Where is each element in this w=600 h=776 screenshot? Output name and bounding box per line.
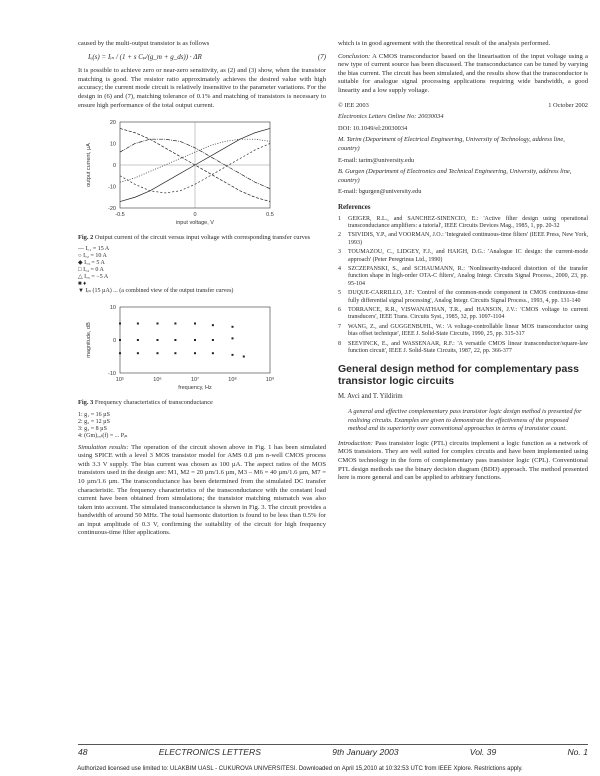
caption-text: Output current of the circuit versus input voltage with corresponding transfer curves	[94, 233, 311, 241]
intro-text: caused by the multi-output transistor is as follows	[78, 40, 210, 47]
received-date: 1 October 2002	[548, 101, 588, 109]
equation-body: Iₒ(s) = Iᵢₙ / (1 + s Cₚ/(g_m + g_ds)) · ΔR	[88, 52, 202, 61]
data-point-A	[194, 323, 196, 325]
x-tick-label: 10⁸	[228, 377, 237, 384]
ref-number: 7	[338, 323, 341, 330]
frequency-chart	[78, 301, 326, 393]
left-column	[78, 40, 326, 542]
ref-number: 4	[338, 265, 341, 272]
y-tick-label: 10	[109, 141, 116, 148]
license-notice: Authorized licensed use limited to: ULAKBIM UASL - CUKUROVA UNIVERSITESI. Downloaded on April 15,2010 at 10:32:53 UTC from IEEE Xplore. Restrictions apply.	[77, 766, 523, 772]
author-affiliation-2: B. Gurgen (Department of Electronics and Technical Engineering, University, address line, country)	[338, 168, 572, 184]
section-lead: Introduction:	[338, 439, 373, 447]
data-point-C	[119, 353, 121, 355]
data-point-C	[174, 353, 176, 355]
author-email-1: E-mail: tarim@university.edu	[338, 156, 415, 164]
legend-line: ■ ♦	[78, 281, 87, 288]
x-axis-label: input voltage, V	[176, 220, 214, 227]
figure-3	[78, 301, 326, 397]
section-lead: Simulation results:	[78, 443, 129, 451]
footer-issue: No. 1	[567, 747, 588, 757]
data-point-C	[232, 354, 234, 356]
y-tick-label: -20	[108, 206, 116, 213]
reference-item	[338, 307, 588, 322]
x-tick-label: 10⁷	[190, 377, 200, 384]
data-point-A	[212, 324, 214, 326]
ref-number: 8	[338, 340, 341, 347]
legend-line: — Iₒ₁ = 15 A	[78, 246, 110, 253]
y-axis-label: magnitude, dB	[86, 322, 92, 359]
legend-line: ○ Iₒ₂ = 10 A	[78, 253, 107, 260]
ref-text: TORRANCE, R.R., VISWANATHAN, T.R., and HANSON, J.V.: 'CMOS voltage to current transducers', IEEE Trans. Circuits Syst., 1985, 32, pp. 1097-1104	[348, 306, 588, 321]
ref-text: SZCZEPANSKI, S., and SCHAUMANN, R.: 'Nonlinearity-induced distortion of the transfer function shape in high-order OTA-C filters', Analog Integr. Circuits Signal Process., 2000, 23, pp. 95-104	[348, 265, 588, 287]
introduction-paragraph	[338, 440, 588, 483]
data-point-C	[212, 353, 214, 355]
reference-item	[338, 249, 588, 264]
x-axis-label: frequency, Hz	[178, 385, 212, 392]
reference-item	[338, 341, 588, 356]
ref-text: TSIVIDIS, Y.P., and VOORMAN, J.O.: 'Integrated continuous-time filters' (IEEE Press, New York, 1993)	[348, 232, 588, 246]
simulation-paragraph	[78, 444, 326, 539]
y-tick-label: 20	[109, 120, 116, 127]
data-point-B	[174, 339, 176, 341]
data-point-B	[194, 339, 196, 341]
ref-text: GEIGER, R.L., and SANCHEZ-SINENCIO, E.: 'Active filter design using operational transconductance amplifiers: a tutorial', IEEE Circuits Devices Mag., 1985, 1, pp. 20-32	[348, 215, 588, 229]
figure-3-caption	[78, 399, 326, 408]
footer-volume: Vol. 39	[469, 747, 497, 757]
legend-line: ◆ Iₒ₃ = 5 A	[78, 260, 105, 267]
data-point-B	[137, 339, 139, 341]
ref-number: 1	[338, 215, 341, 222]
legend-line: 3: g₃ = 8 µS	[78, 425, 107, 432]
ref-text: SEEVINCK, E., and WASSENAAR, R.F.: 'A versatile CMOS linear transconductor/square-law function circuit', IEEE J. Solid-State Circuits, 1987, 22, pp. 366-377	[348, 340, 588, 354]
x-tick-label: 10⁵	[115, 377, 125, 384]
copyright-line	[338, 102, 588, 111]
figure-2	[78, 116, 326, 232]
y-axis-label: output current, µA	[86, 143, 92, 188]
conclusion-text: A CMOS transconductor based on the linearisation of the input voltage using a new type of current source has been discussed. The transconductance can be tuned by varying the bias current. The circuit has been simulated, and the results show that the transconductor is suitable for analogue signal processing applications requiring wide bandwidth, a good linearity and a low supply voltage.	[338, 52, 588, 94]
simulation-text: The operation of the circuit shown above in Fig. 1 has been simulated using SPICE with a level 3 MOS transistor model for AMS 0.8 µm n-well CMOS process with 3.3 V supply. The bias current was chosen as 100 µA. The aspect ratios of the MOS transistors used in the design are: M1, M2 = 20 µm/1.6 µm, M3 – M6 = 40 µm/1.6 µm, M7 = 10 µm/1.6 µm. The transconductance has been determined from the simulated DC transfer characteristic. The frequency characteristics of the transconductance with the constant load current have been obtained from simulations; the transistor matching mismatch was also taken into account. The simulated transconductance is shown in Fig. 3. The circuit provides a bandwidth of around 50 MHz. The total harmonic distortion is found to be less than 0.5% for an input amplitude of 0.3 V, confirming the suitability of the circuit for high frequency continuous-time filter applications.	[78, 443, 326, 537]
ref-text: DUQUE-CARRILLO, J.F.: 'Control of the common-mode component in CMOS continuous-time fully differential signal processing', Analog Integr. Circuits Signal Process., 1993, 4, pp. 131-140	[348, 290, 588, 304]
reference-item	[338, 216, 588, 231]
figure-2-caption	[78, 234, 326, 243]
transfer-chart	[78, 116, 326, 228]
legend-line: □ Iₒ₄ = 0 A	[78, 267, 104, 274]
data-point-C	[137, 353, 139, 355]
data-point-A	[174, 323, 176, 325]
data-point-A	[232, 326, 234, 328]
data-point-B	[232, 338, 234, 340]
footer-rule	[78, 744, 588, 745]
legend-line: △ Iₒ₅ = −5 A	[78, 274, 109, 281]
ref-number: 2	[338, 232, 341, 239]
x-tick-label: 0	[193, 212, 197, 219]
equation-number: (7)	[317, 52, 326, 61]
figure-3-legend	[78, 412, 326, 440]
doi: DOI: 10.1049/el:20030034	[338, 124, 408, 132]
journal-ref: Electronics Letters Online No: 20030034	[338, 113, 444, 121]
page-number: 48	[78, 747, 88, 757]
y-tick-label: -10	[108, 184, 116, 191]
author-affiliation-1: M. Tarim (Department of Electrical Engineering, University of Technology, address line, country)	[338, 136, 565, 152]
ref-number: 5	[338, 290, 341, 297]
data-point-A	[157, 323, 159, 325]
conclusion-paragraph	[338, 53, 588, 96]
footer-journal: ELECTRONICS LETTERS	[158, 747, 261, 757]
reference-item	[338, 266, 588, 288]
data-point-C	[194, 353, 196, 355]
data-point-A	[137, 323, 139, 325]
legend-line: 4: (Gm)ₒᵤₜ(f) = ... Pᵢₙ	[78, 432, 128, 439]
caption-label: Fig. 3	[78, 398, 94, 406]
data-point-B	[212, 339, 214, 341]
data-point-A	[119, 323, 121, 325]
data-point-C	[243, 356, 245, 358]
ref-text: WANG, Z., and GUGGENBUHL, W.: 'A voltage-controllable linear MOS transconductor using bias offset technique', IEEE J. Solid-State Circuits, 1990, 25, pp. 315-317	[348, 323, 588, 338]
reference-item	[338, 232, 588, 247]
author-email-2: E-mail: bgurgen@university.edu	[338, 188, 422, 196]
references-heading: References	[338, 202, 371, 211]
page-footer	[78, 747, 588, 757]
reference-item	[338, 290, 588, 305]
references-list	[338, 216, 588, 356]
x-tick-label: 10⁹	[265, 377, 275, 384]
legend-line: 2: g₂ = 12 µS	[78, 418, 110, 425]
y-tick-label: 10	[109, 305, 116, 312]
article-abstract: A general and effective complementary pass transistor logic design method is presented for realising circuits. Examples are given to demonstrate the effectiveness of the proposed method and its superiority over conventional approaches in terms of transistor count.	[348, 408, 582, 433]
article-title: General design method for complementary pass transistor logic circuits	[338, 363, 579, 388]
caption-label: Fig. 2	[78, 233, 94, 241]
x-tick-label: -0.5	[115, 212, 125, 219]
data-point-C	[157, 353, 159, 355]
footer-date: 9th January 2003	[332, 747, 399, 757]
figure-2-legend	[78, 246, 326, 295]
top-paragraph: which is in good agreement with the theoretical result of the analysis performed.	[338, 40, 551, 47]
ref-number: 3	[338, 249, 341, 256]
equation-7	[88, 53, 326, 62]
data-point-B	[157, 339, 159, 341]
y-tick-label: 0	[112, 163, 116, 170]
section-lead: Conclusion:	[338, 52, 371, 60]
paragraph-1: It is possible to achieve zero or near-zero sensitivity, as (2) and (3) show, when the transistor matching is good. The resistor ratio approximately achieves the desired value with high accuracy; the current mode circuit is relatively insensitive to the parameter variations. For the design in (6) and (7), matching tolerance of 0.1% and matching of transistors is necessary to ensure high performance of the total output current.	[78, 67, 326, 109]
ref-text: TOUMAZOU, C., LIDGEY, F.J., and HAIGH, D.G.: 'Analogue IC design: the current-mode approach' (Peter Peregrinus Ltd., 1990)	[348, 249, 588, 263]
x-tick-label: 10⁶	[153, 377, 162, 384]
legend-note: ▼ Iᵢₙ (15 µA) ... (a combined view of the output transfer curves)	[78, 288, 234, 295]
y-tick-label: -10	[108, 371, 116, 378]
reference-item	[338, 324, 588, 339]
right-column	[338, 40, 588, 487]
introduction-text: Pass transistor logic (PTL) circuits implement a logic function as a network of MOS transistors. They are well suited for complex circuits and have been implemented using CMOS technology in the form of complementary pass transistor logic (CPL). Conventional PTL design methods use the binary decision diagram (BDD) approach. The method presented here is more general and can be applied to arbitrary functions.	[338, 439, 588, 482]
article-authors: M. Avci and T. Yildirim	[338, 393, 403, 401]
caption-text: Frequency characteristics of transconductance	[94, 398, 213, 406]
y-tick-label: 0	[112, 338, 116, 345]
x-tick-label: 0.5	[266, 212, 274, 219]
copyright: © IEE 2003	[338, 101, 369, 109]
ref-number: 6	[338, 306, 341, 313]
data-point-B	[119, 339, 121, 341]
legend-line: 1: g₁ = 16 µS	[78, 411, 110, 418]
